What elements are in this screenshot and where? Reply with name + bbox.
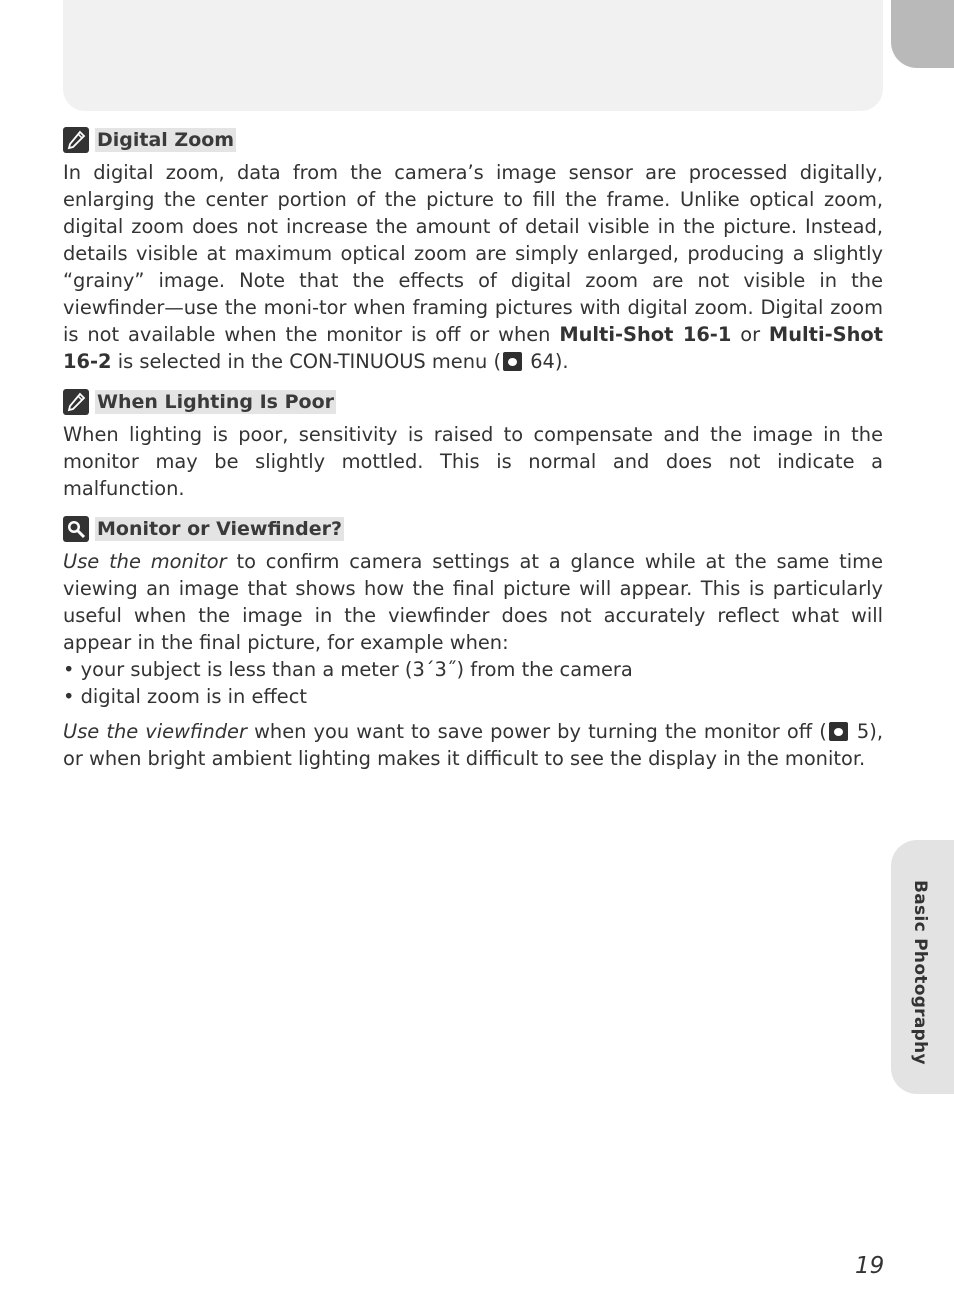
section-title: When Lighting Is Poor: [97, 391, 334, 413]
top-banner-panel: [63, 0, 883, 111]
list-item: • digital zoom is in effect: [63, 683, 883, 710]
section-title: Digital Zoom: [97, 129, 235, 151]
section-heading: [63, 126, 883, 154]
pencil-note-icon: [63, 127, 89, 153]
section-monitor-or-viewfinder: [63, 515, 883, 772]
section-title: Monitor or Viewfinder?: [97, 518, 342, 540]
section-body: Use the monitor to confirm camera settings at a glance while at the same time viewing an image that shows how the final picture will appear. This is particularly useful when the image in the viewfinder does not accurately reflect what will appear in the final picture, for example when:: [63, 550, 883, 654]
list-item: • your subject is less than a meter (3´3˝) from the camera: [63, 656, 883, 683]
section-heading: [63, 388, 883, 416]
page-reference-icon: [829, 722, 848, 741]
section-body-2: Use the viewfinder when you want to save power by turning the monitor off ( 5), or when bright ambient lighting makes it difficult to see the display in the monitor.: [63, 720, 883, 770]
chapter-side-tab-label: Basic Photography: [910, 880, 930, 1065]
section-digital-zoom: [63, 126, 883, 375]
bullet-list: [63, 656, 883, 710]
top-chapter-tab: [891, 0, 954, 68]
section-when-lighting-is-poor: [63, 388, 883, 502]
section-body: In digital zoom, data from the camera’s image sensor are processed digitally, enlarging the center portion of the picture to fill the frame. Unlike optical zoom, digital zoom does not increase the amount of detail visible in the picture. Instead, details visible at maximum optical zoom are simply enlarged, producing a slightly “grainy” image. Note that the effects of digital zoom are not visible in the viewfinder—use the moni-tor when framing pictures with digital zoom. Digital zoom is not available when the monitor is off or when Multi-Shot 16-1 or Multi-Shot 16-2 is selected in the CON-TINUOUS menu ( 64).: [63, 161, 883, 373]
pencil-note-icon: [63, 389, 89, 415]
section-body: When lighting is poor, sensitivity is raised to compensate and the image in the monitor may be slightly mottled. This is normal and does not indicate a malfunction.: [63, 423, 883, 500]
page-content: [63, 126, 883, 772]
magnifier-tip-icon: [63, 516, 89, 542]
page-number: 19: [855, 1253, 885, 1279]
section-heading: [63, 515, 883, 543]
page-reference-icon: [503, 352, 522, 371]
